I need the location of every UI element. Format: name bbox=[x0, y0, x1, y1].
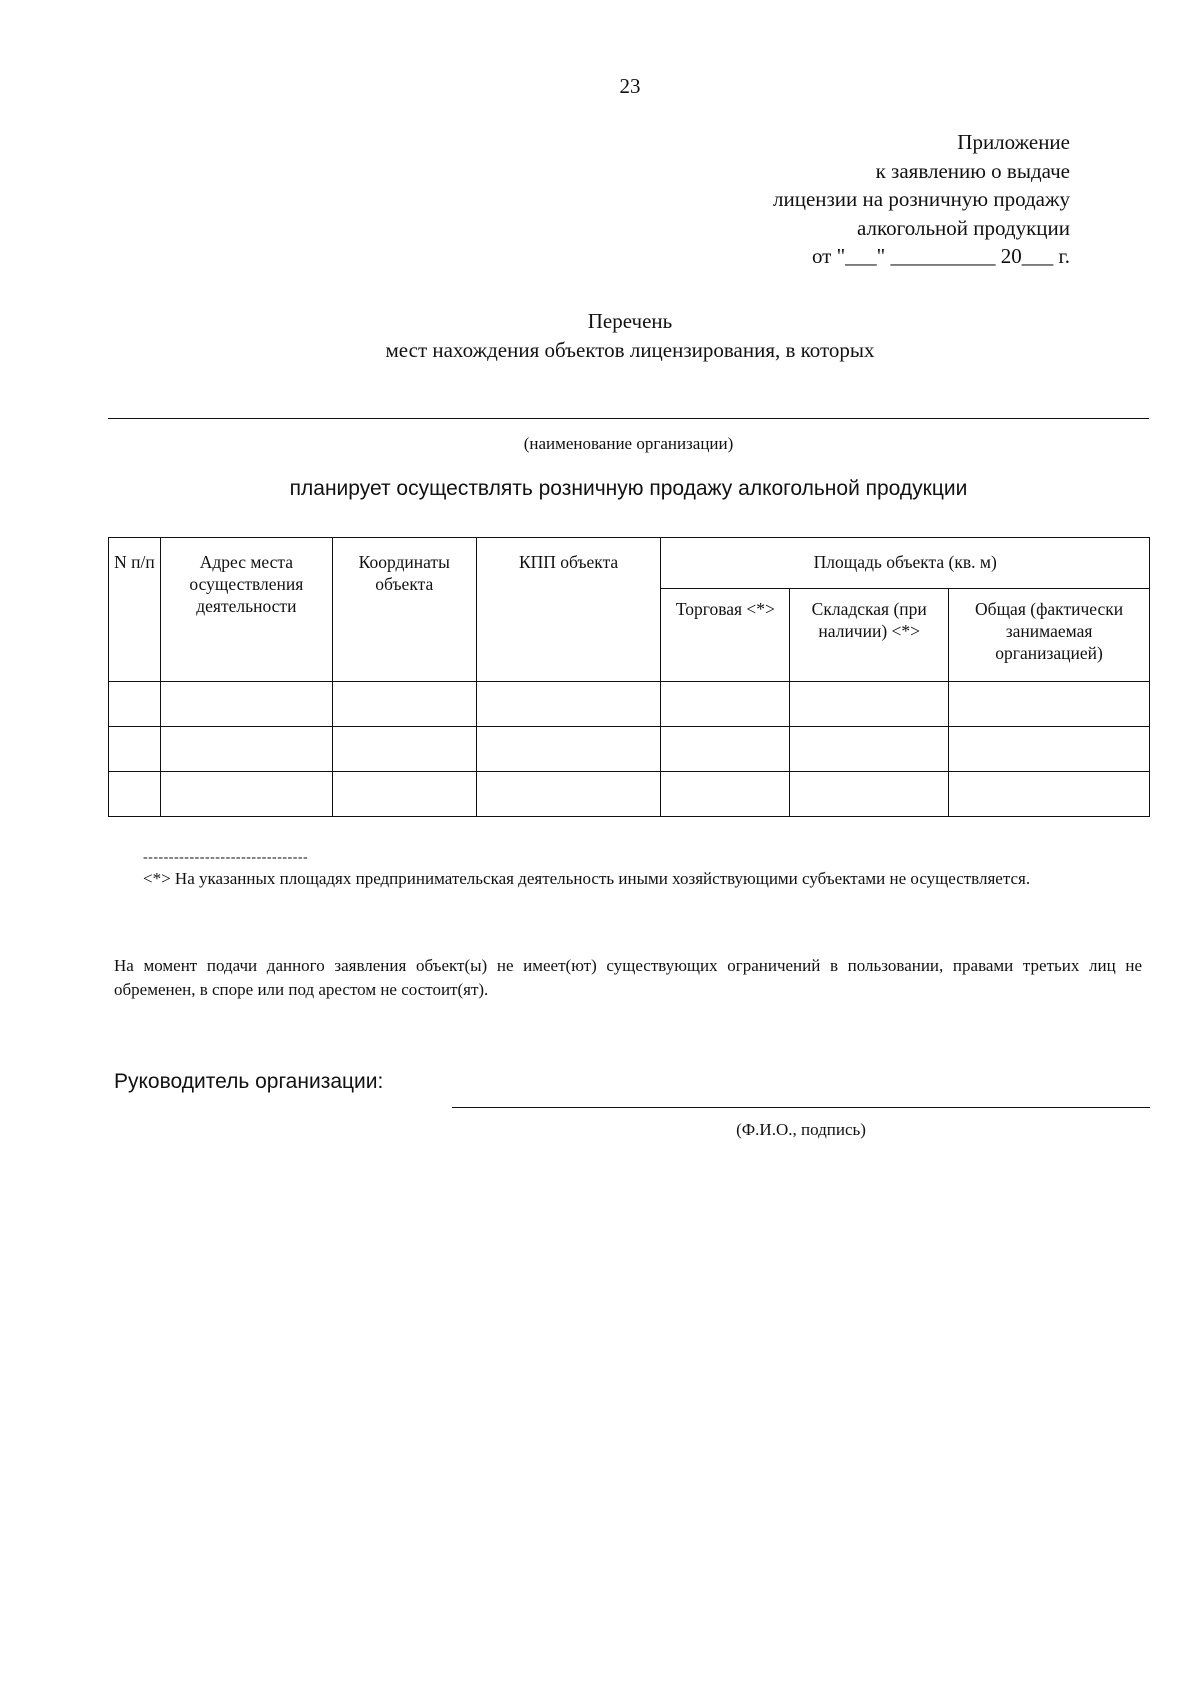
table-cell bbox=[160, 682, 332, 727]
table-cell bbox=[661, 682, 790, 727]
header-kpp: КПП объекта bbox=[476, 538, 661, 682]
table-row bbox=[109, 682, 1150, 727]
table-cell bbox=[476, 682, 661, 727]
table-cell bbox=[332, 727, 476, 772]
signature-caption: (Ф.И.О., подпись) bbox=[736, 1120, 866, 1139]
table-cell bbox=[109, 772, 161, 817]
header-coordinates: Координаты объекта bbox=[332, 538, 476, 682]
organization-name-caption: (наименование организации) bbox=[523, 434, 734, 453]
table-cell bbox=[160, 772, 332, 817]
table-cell bbox=[332, 682, 476, 727]
header-number: N п/п bbox=[109, 538, 161, 682]
table-cell bbox=[332, 772, 476, 817]
header-total-area: Общая (фактически занимаемая организацией) bbox=[949, 589, 1150, 682]
title-line-2: мест нахождения объектов лицензирования, в которых bbox=[385, 337, 875, 362]
table-cell bbox=[661, 772, 790, 817]
appendix-line: Приложение bbox=[957, 130, 1070, 154]
appendix-date-line: от "___" __________ 20___ г. bbox=[811, 244, 1070, 268]
signature-label: Руководитель организации: bbox=[114, 1070, 384, 1093]
organization-name-line bbox=[108, 418, 1149, 419]
appendix-line: лицензии на розничную продажу bbox=[772, 187, 1070, 211]
appendix-line: алкогольной продукции bbox=[857, 215, 1070, 240]
page-number: 23 bbox=[619, 74, 641, 98]
appendix-line: к заявлению о выдаче bbox=[875, 158, 1070, 183]
title-line-1: Перечень bbox=[587, 309, 673, 333]
table-cell bbox=[790, 727, 949, 772]
table-cell bbox=[949, 682, 1150, 727]
table-row bbox=[109, 772, 1150, 817]
header-area-group: Площадь объекта (кв. м) bbox=[661, 538, 1150, 589]
table-cell bbox=[790, 772, 949, 817]
table-row bbox=[109, 727, 1150, 772]
plans-statement: планирует осуществлять розничную продажу алкогольной продукции bbox=[289, 477, 968, 500]
table-cell bbox=[476, 727, 661, 772]
objects-table bbox=[108, 537, 1150, 817]
appendix-block bbox=[773, 128, 1070, 271]
signature-line bbox=[452, 1107, 1150, 1108]
table-cell bbox=[109, 727, 161, 772]
document-title bbox=[0, 307, 1200, 364]
table-cell bbox=[160, 727, 332, 772]
table-cell bbox=[949, 727, 1150, 772]
header-trade-area: Торговая <*> bbox=[661, 589, 790, 682]
table-cell bbox=[109, 682, 161, 727]
table-cell bbox=[661, 727, 790, 772]
encumbrance-statement: На момент подачи данного заявления объект(ы) не имеет(ют) существующих ограничений в пользовании, правами третьих лиц не обременен, в споре или под арестом не состоит(ят). bbox=[114, 956, 1142, 999]
footnote-text: <*> На указанных площадях предпринимательская деятельность иными хозяйствующими субъектами не осуществляется. bbox=[143, 869, 1031, 888]
table-cell bbox=[790, 682, 949, 727]
header-warehouse-area: Складская (при наличии) <*> bbox=[790, 589, 949, 682]
table-cell bbox=[476, 772, 661, 817]
table-cell bbox=[949, 772, 1150, 817]
footnote-separator: -------------------------------- bbox=[143, 850, 309, 865]
header-address: Адрес места осуществления деятельности bbox=[160, 538, 332, 682]
